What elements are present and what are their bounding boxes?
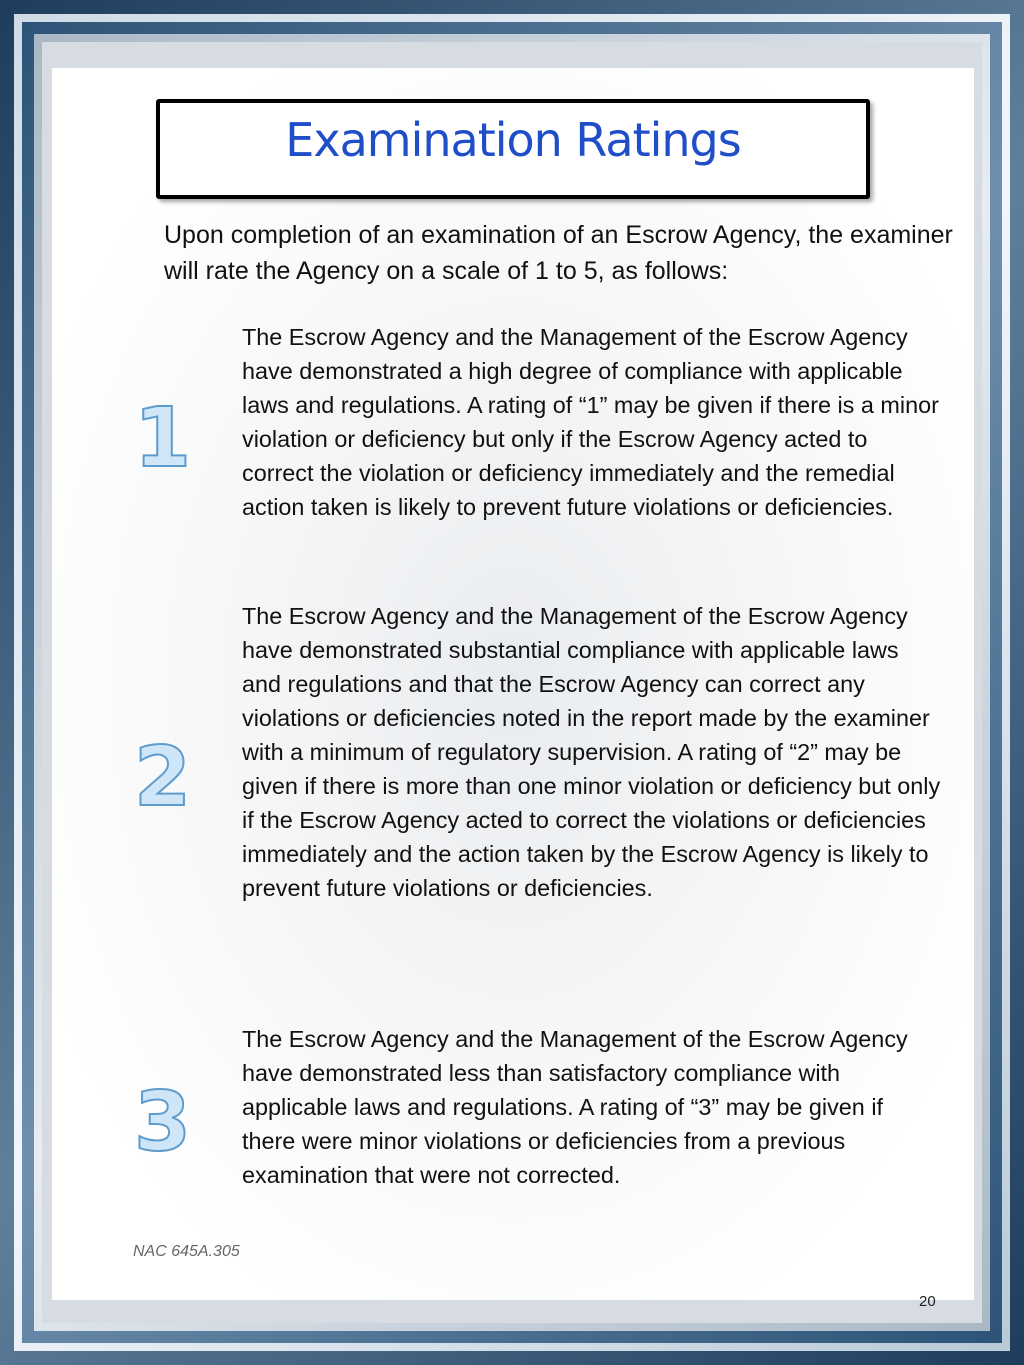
rating-description-3: The Escrow Agency and the Management of the Escrow Agency have demonstrated less than satisfactory compliance with applicable laws and regulations. A rating of “3” may be given if there were minor violations or deficiencies from a previous examination that were not corrected. [242, 1026, 908, 1188]
rating-number-1: 1 [134, 391, 192, 486]
rating-description-2: The Escrow Agency and the Management of the Escrow Agency have demonstrated substantial compliance with applicable laws and regulations and that the Escrow Agency can correct any violations or deficiencies noted in the report made by the examiner with a minimum of regulatory supervision. A rating of “2” may be given if there is more than one minor violation or deficiency but only if the Escrow Agency acted to correct the violations or deficiencies immediately and the action taken by the Escrow Agency is likely to prevent future violations or deficiencies. [242, 603, 941, 901]
page-number: 20 [919, 1293, 936, 1310]
rating-number-2: 2 [134, 730, 192, 825]
title-box [156, 99, 870, 199]
intro-text: Upon completion of an examination of an Escrow Agency, the examiner will rate the Agency on a scale of 1 to 5, as follows: [164, 221, 953, 285]
rating-number-3: 3 [134, 1075, 192, 1170]
rating-description-1: The Escrow Agency and the Management of the Escrow Agency have demonstrated a high degree of compliance with applicable laws and regulations. A rating of “1” may be given if there is a minor violation or deficiency but only if the Escrow Agency acted to correct the violation or deficiency immediately and the remedial action taken is likely to prevent future violations or deficiencies. [242, 324, 939, 520]
citation: NAC 645A.305 [133, 1243, 240, 1260]
page-title: Examination Ratings [285, 113, 741, 167]
